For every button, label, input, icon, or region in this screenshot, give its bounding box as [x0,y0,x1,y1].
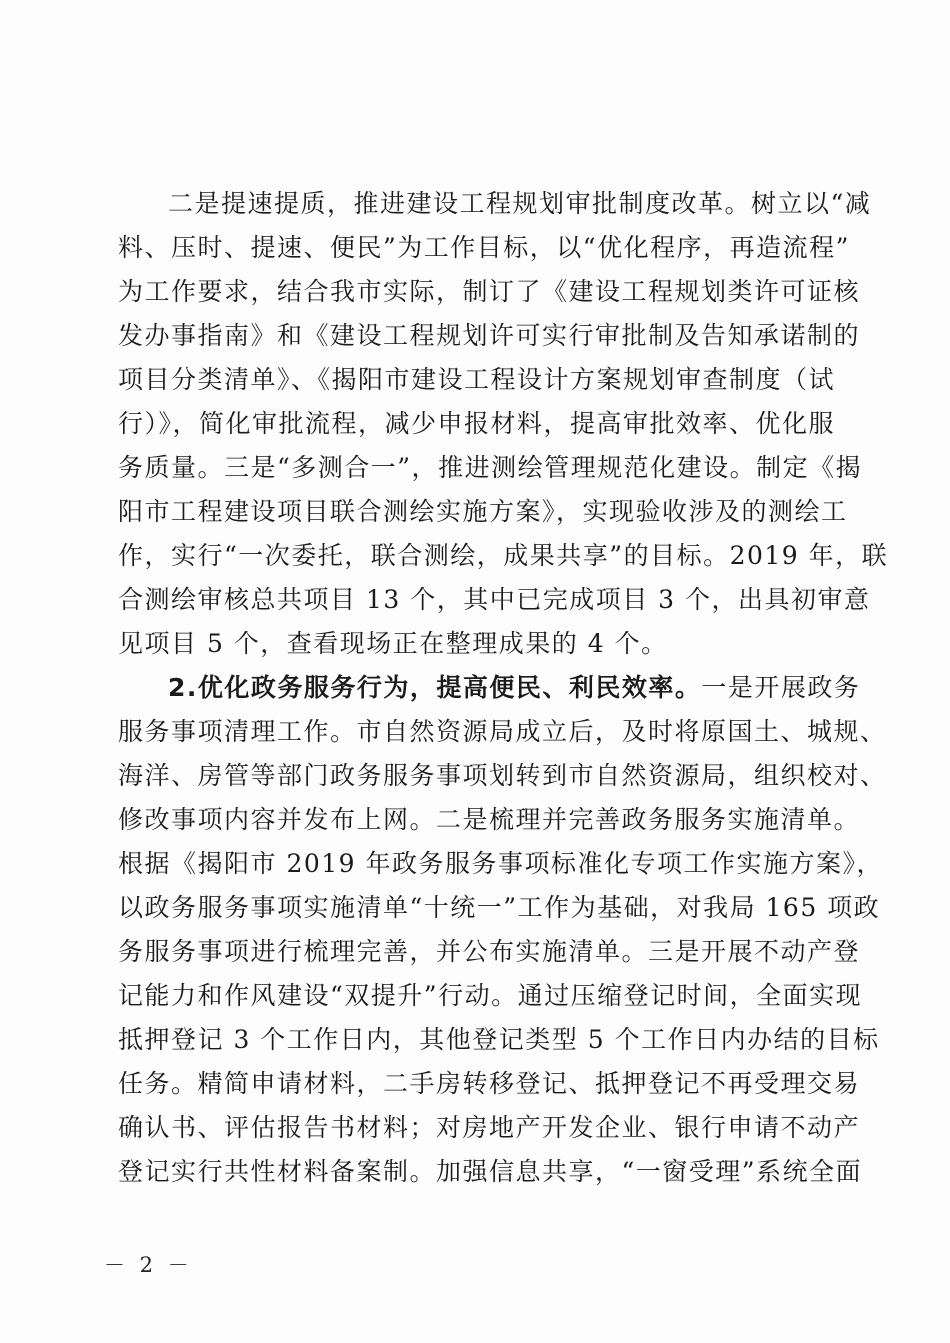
paragraph-line: 作，实行“一次委托，联合测绘，成果共享”的目标。2019 年，联 [118,541,889,570]
paragraph-line: 任务。精简申请材料，二手房转移登记、抵押登记不再受理交易 [118,1069,861,1098]
paragraph-line: 根据《揭阳市 2019 年政务服务事项标准化专项工作实施方案》， [118,849,884,878]
paragraph-line: 务质量。三是“多测合一”，推进测绘管理规范化建设。制定《揭 [118,453,863,482]
paragraph-line: 合测绘审核总共项目 13 个，其中已完成项目 3 个，出具初审意 [118,585,871,614]
paragraph-line: 务服务事项进行梳理完善，并公布实施清单。三是开展不动产登 [118,937,861,966]
paragraph-line: 行）》，简化审批流程，减少申报材料，提高审批效率、优化服 [118,409,836,438]
paragraph-line: 见项目 5 个，查看现场正在整理成果的 4 个。 [118,629,668,658]
paragraph-line: 抵押登记 3 个工作日内，其他登记类型 5 个工作日内办结的目标 [118,1025,880,1054]
paragraph-line: 为工作要求，结合我市实际，制订了《建设工程规划类许可证核 [118,277,861,306]
paragraph-line: 记能力和作风建设“双提升”行动。通过压缩登记时间，全面实现 [118,981,863,1010]
section-heading-tail: 一是开展政务 [701,673,861,702]
paragraph-line: 阳市工程建设项目联合测绘实施方案》，实现验收涉及的测绘工 [118,497,848,526]
section-heading: 2.优化政务服务行为，提高便民、利民效率。 [168,673,702,702]
paragraph-line: 发办事指南》和《建设工程规划许可实行审批制及告知承诺制的 [118,321,861,350]
paragraph-line: 服务事项清理工作。市自然资源局成立后，及时将原国土、城规、 [118,717,887,746]
paragraph-line: 确认书、评估报告书材料；对房地产开发企业、银行申请不动产 [118,1113,861,1142]
paragraph-line: 登记实行共性材料备案制。加强信息共享，“一窗受理”系统全面 [118,1157,863,1186]
paragraph-line: 以政务服务事项实施清单“十统一”工作为基础，对我局 165 项政 [118,893,881,922]
paragraph-line: 海洋、房管等部门政务服务事项划转到市自然资源局，组织校对、 [118,761,887,790]
paragraph-line: 料、压时、提速、便民”为工作目标，以“优化程序，再造流程” [118,233,850,262]
paragraph-line: 修改事项内容并发布上网。二是梳理并完善政务服务实施清单。 [118,805,861,834]
page-number: － 2 － [104,1253,193,1277]
section-heading-line [168,666,861,710]
paragraph-line: 项目分类清单》、《揭阳市建设工程设计方案规划审查制度（试 [118,365,836,394]
paragraph-line: 二是提速提质，推进建设工程规划审批制度改革。树立以“减 [168,189,872,218]
